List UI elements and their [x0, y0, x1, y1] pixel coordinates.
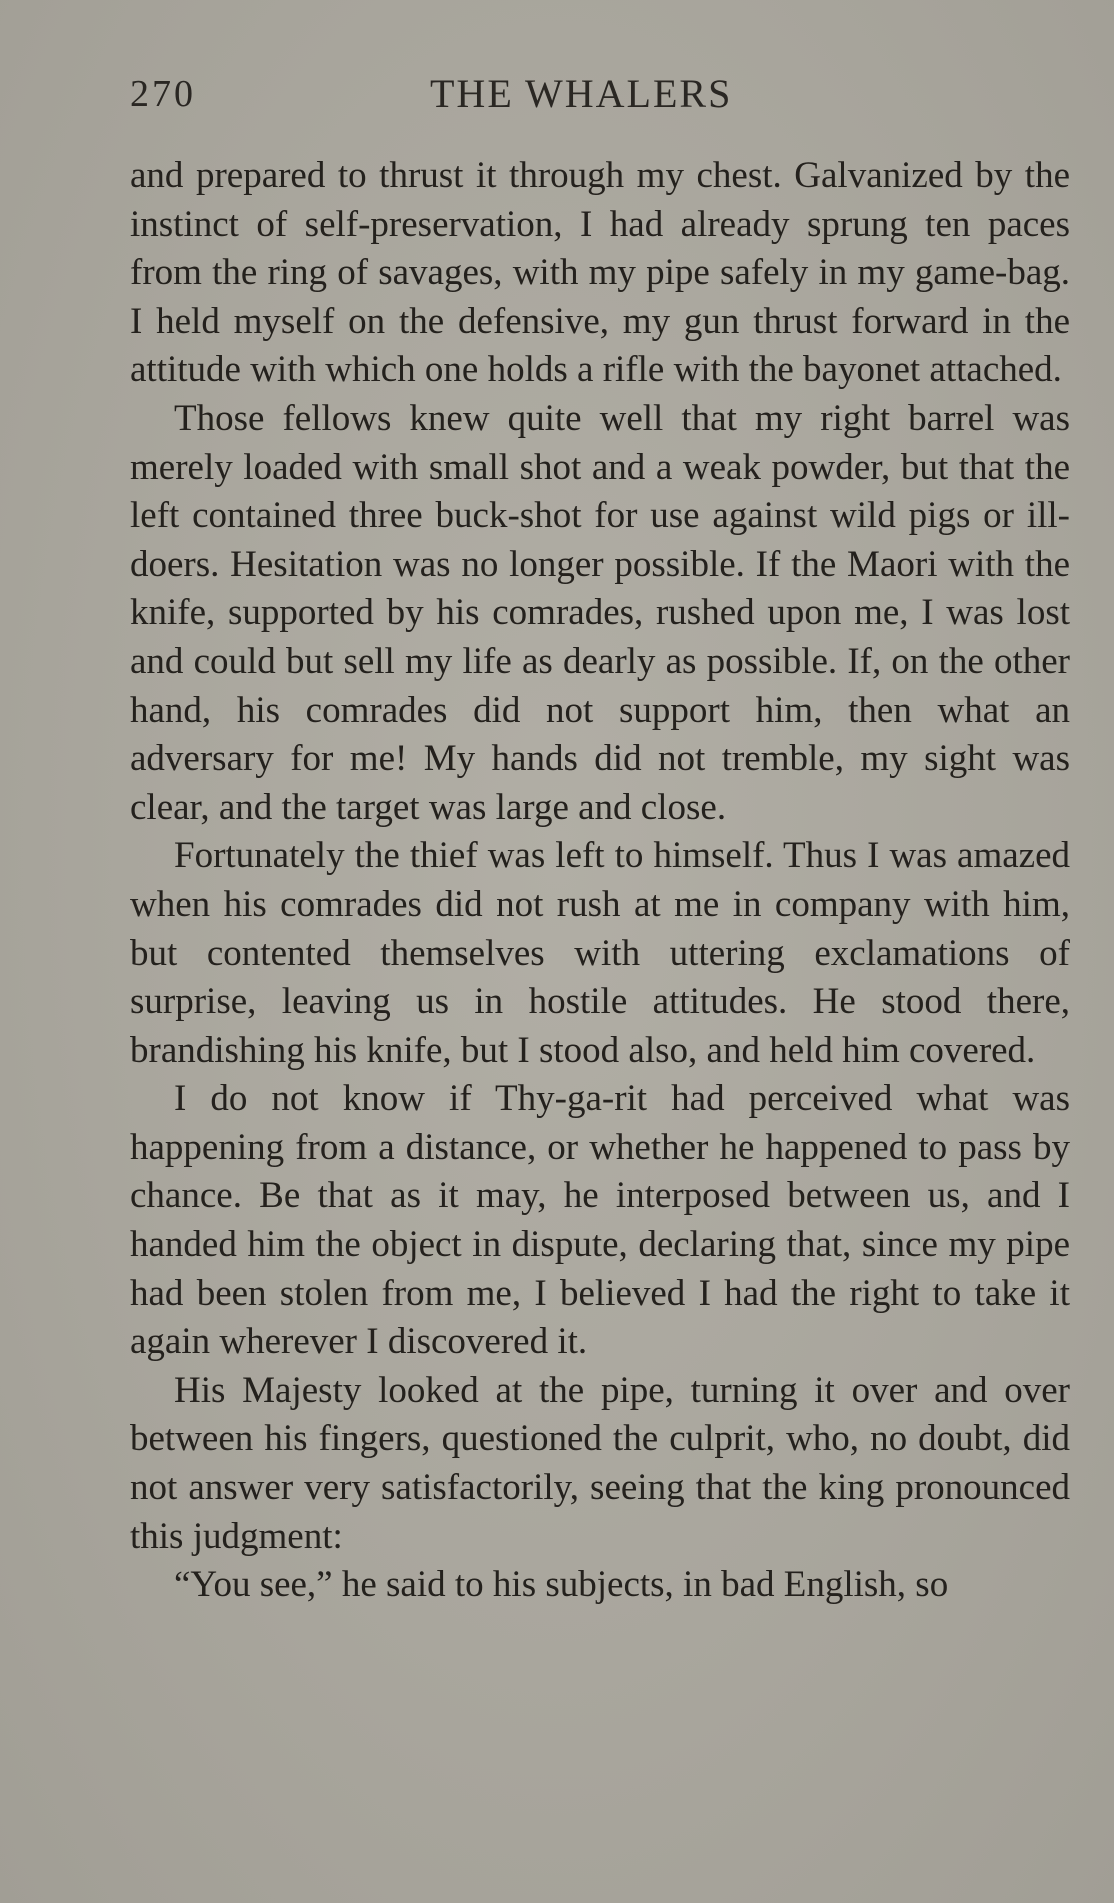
running-title: THE WHALERS — [430, 71, 733, 116]
page-number: 270 — [130, 73, 196, 115]
paragraph: Fortunately the thief was left to himself. Thus I was amazed when his comrades did not rush at me in company with him, but contented themselves with uttering exclamations of surprise, leaving us in hostile attitudes. He stood there, brandishing his knife, but I stood also, and held him covered. — [130, 835, 1070, 1071]
page-header — [130, 62, 1070, 122]
paragraph: and prepared to thrust it through my chest. Galvanized by the instinct of self-preservation, I had already sprung ten paces from the ring of savages, with my pipe safely in my game-bag. I held myself on the defensive, my gun thrust forward in the attitude with which one holds a rifle with the bayonet attached. — [130, 155, 1070, 391]
paragraph: “You see,” he said to his subjects, in bad English, so — [174, 1564, 949, 1606]
paragraph: Those fellows knew quite well that my right barrel was merely loaded with small shot and a weak powder, but that the left contained three buck-shot for use against wild pigs or ill-doers. Hesitation was no longer possible. If the Maori with the knife, supported by his comrades, rushed upon me, I was lost and could but sell my life as dearly as possible. If, on the other hand, his comrades did not support him, then what an adversary for me! My hands did not tremble, my sight was clear, and the target was large and close. — [130, 397, 1070, 828]
paragraph: His Majesty looked at the pipe, turning it over and over between his fingers, questioned the culprit, who, no doubt, did not answer very satisfactorily, seeing that the king pronounced this judgment: — [130, 1369, 1070, 1557]
paragraph: I do not know if Thy-ga-rit had perceived what was happening from a distance, or whether he happened to pass by chance. Be that as it may, he interposed between us, and I handed him the object in dispute, declaring that, since my pipe had been stolen from me, I believed I had the right to take it again wherever I discovered it. — [130, 1078, 1070, 1363]
body-text — [130, 152, 1070, 1610]
